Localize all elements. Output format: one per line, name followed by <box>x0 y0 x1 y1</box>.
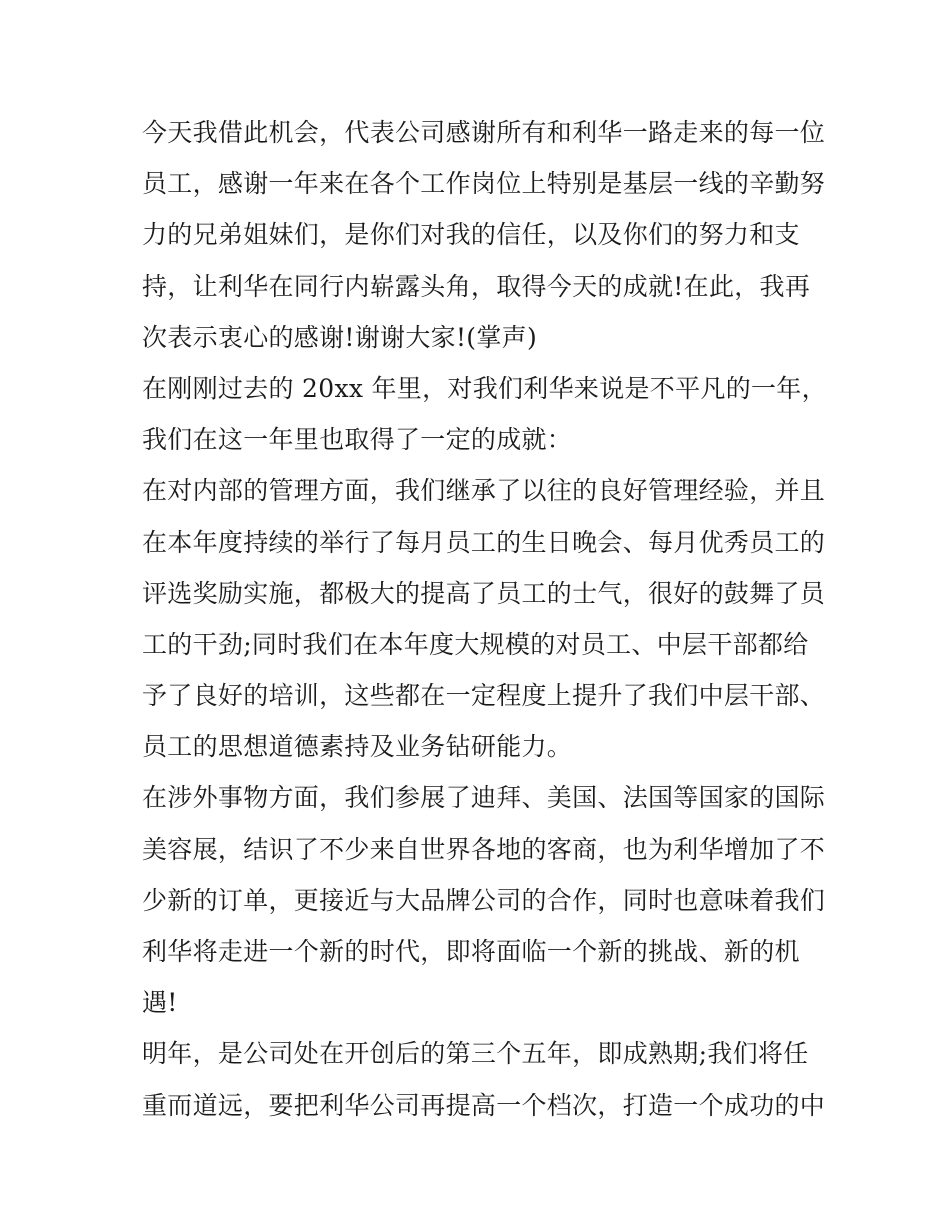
text-line: 予了良好的培训，这些都在一定程度上提升了我们中层干部、 <box>142 681 826 711</box>
text-line: 在刚刚过去的 20xx 年里，对我们利华来说是不平凡的一年， <box>142 373 827 403</box>
document-body <box>142 107 827 1131</box>
text-line: 我们在这一年里也取得了一定的成就： <box>142 425 573 455</box>
text-line: 员工，感谢一年来在各个工作岗位上特别是基层一线的辛勤努 <box>142 169 826 199</box>
text-line: 利华将走进一个新的时代，即将面临一个新的挑战、新的机 <box>142 937 800 966</box>
text-line: 在涉外事物方面，我们参展了迪拜、美国、法国等国家的国际 <box>142 783 826 813</box>
text-line: 工的干劲;同时我们在本年度大规模的对员工、中层干部都给 <box>142 629 809 659</box>
text-line: 遇! <box>142 988 178 1018</box>
text-line: 评选奖励实施，都极大的提高了员工的士气，很好的鼓舞了员 <box>142 578 826 608</box>
text-line: 持，让利华在同行内崭露头角，取得今天的成就!在此，我再 <box>142 271 811 301</box>
text-line: 在本年度持续的举行了每月员工的生日晚会、每月优秀员工的 <box>142 527 826 557</box>
text-line: 重而道远，要把利华公司再提高一个档次，打造一个成功的中 <box>142 1090 826 1120</box>
text-line: 美容展，结识了不少来自世界各地的客商，也为利华增加了不 <box>142 834 826 864</box>
text-line: 员工的思想道德素持及业务钻研能力。 <box>142 732 573 762</box>
text-line: 次表示衷心的感谢!谢谢大家!(掌声) <box>142 322 538 352</box>
text-line: 在对内部的管理方面，我们继承了以往的良好管理经验，并且 <box>142 476 826 506</box>
text-line: 力的兄弟姐妹们，是你们对我的信任，以及你们的努力和支 <box>142 220 800 250</box>
text-line: 今天我借此机会，代表公司感谢所有和利华一路走来的每一位 <box>142 118 826 147</box>
text-line: 明年，是公司处在开创后的第三个五年，即成熟期;我们将任 <box>142 1039 809 1069</box>
text-line: 少新的订单，更接近与大品牌公司的合作，同时也意味着我们 <box>142 885 826 915</box>
